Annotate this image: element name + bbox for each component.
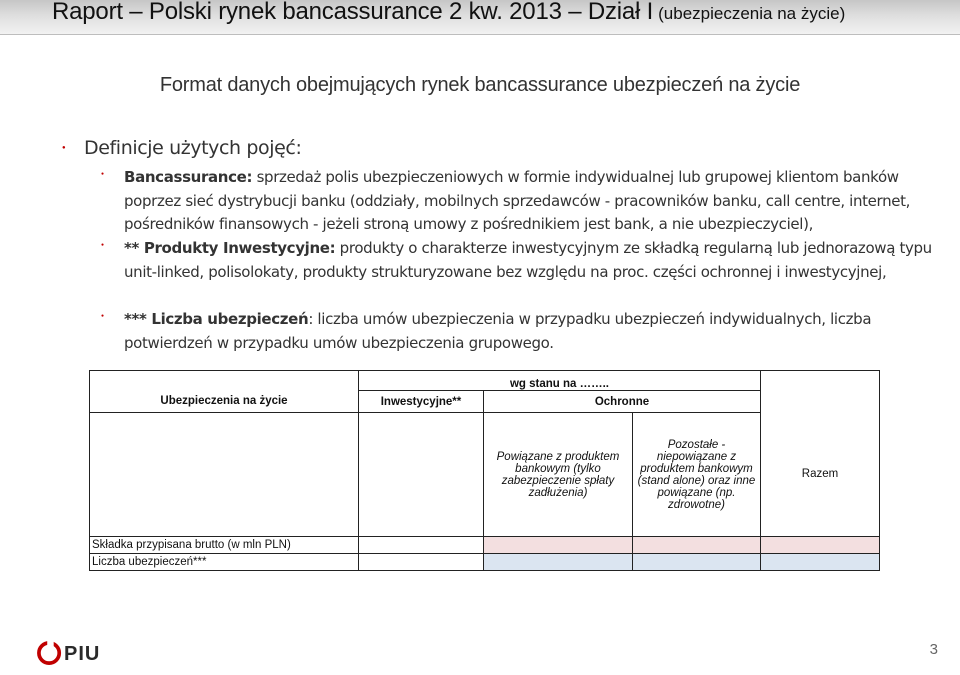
bullet-icon: ● bbox=[101, 171, 105, 177]
table-cell bbox=[761, 537, 880, 554]
bullet-icon: ● bbox=[62, 145, 66, 151]
slide-subtitle: Format danych obejmujących rynek bancassurance ubezpieczeń na życie bbox=[159, 74, 801, 96]
page-number: 3 bbox=[929, 641, 938, 658]
bullet-icon: ● bbox=[101, 313, 105, 319]
header-total: Razem bbox=[761, 413, 880, 537]
page-title bbox=[52, 0, 845, 30]
definition-text: produkty o charakterze inwestycyjnym ze składką regularną lub jednorazową typu unit-linked, polisolokaty, produkty strukturyzowane bez względu na proc. części ochronnej i inwestycyjnej, bbox=[124, 239, 932, 281]
definition-term: ** Produkty Inwestycyjne: bbox=[124, 239, 336, 257]
header-protection: Ochronne bbox=[484, 391, 761, 413]
bullet-icon: ● bbox=[101, 242, 105, 248]
piu-logo-icon bbox=[36, 641, 64, 665]
table-cell bbox=[90, 371, 359, 391]
table-cell bbox=[633, 554, 761, 571]
table-cell bbox=[484, 537, 633, 554]
piu-logo-text: PIU bbox=[64, 643, 101, 665]
row-label: Liczba ubezpieczeń*** bbox=[90, 554, 359, 571]
table-cell bbox=[761, 554, 880, 571]
page-title-main: Raport – Polski rynek bancassurance 2 kw. 2013 – Dział I bbox=[52, 0, 654, 25]
table-cell bbox=[484, 554, 633, 571]
header-stand-alone: Pozostałe - niepowiązane z produktem bankowym (stand alone) oraz inne powiązane (np. zdrowotne) bbox=[633, 413, 761, 537]
table-cell bbox=[761, 371, 880, 413]
page-title-sub: (ubezpieczenia na życie) bbox=[658, 4, 846, 23]
header-life-insurance: Ubezpieczenia na życie bbox=[90, 391, 359, 413]
row-label: Składka przypisana brutto (w mln PLN) bbox=[90, 537, 359, 554]
table-cell bbox=[90, 413, 359, 537]
header-investment: Inwestycyjne** bbox=[359, 391, 484, 413]
table-cell bbox=[359, 413, 484, 537]
definition-investment-products bbox=[124, 237, 944, 284]
header-loan-linked: Powiązane z produktem bankowym (tylko zabezpieczenie spłaty zadłużenia) bbox=[484, 413, 633, 537]
definition-bancassurance bbox=[124, 166, 944, 237]
definition-term: *** Liczba ubezpieczeń bbox=[124, 310, 309, 328]
table-cell bbox=[633, 537, 761, 554]
table-cell bbox=[359, 554, 484, 571]
definition-text: : liczba umów ubezpieczenia w przypadku ubezpieczeń indywidualnych, liczba potwierdzeń w przypadku umów ubezpieczenia grupowego. bbox=[124, 310, 872, 352]
data-table bbox=[89, 370, 880, 571]
definitions-heading: Definicje użytych pojęć: bbox=[84, 137, 302, 159]
definition-text: sprzedaż polis ubezpieczeniowych w formie indywidualnej lub grupowej klientom banków poprzez sieć dystrybucji banku (oddziały, mobilnych sprzedawców - pracowników banku, call centre, internet, pośredników finansowych - jeżeli stroną umowy z pośrednikiem jest bank, a nie ubezpieczyciel), bbox=[124, 168, 911, 233]
period-label: wg stanu na …….. bbox=[359, 371, 761, 391]
definition-policy-count bbox=[124, 308, 944, 355]
definition-term: Bancassurance: bbox=[124, 168, 253, 186]
table-cell bbox=[359, 537, 484, 554]
